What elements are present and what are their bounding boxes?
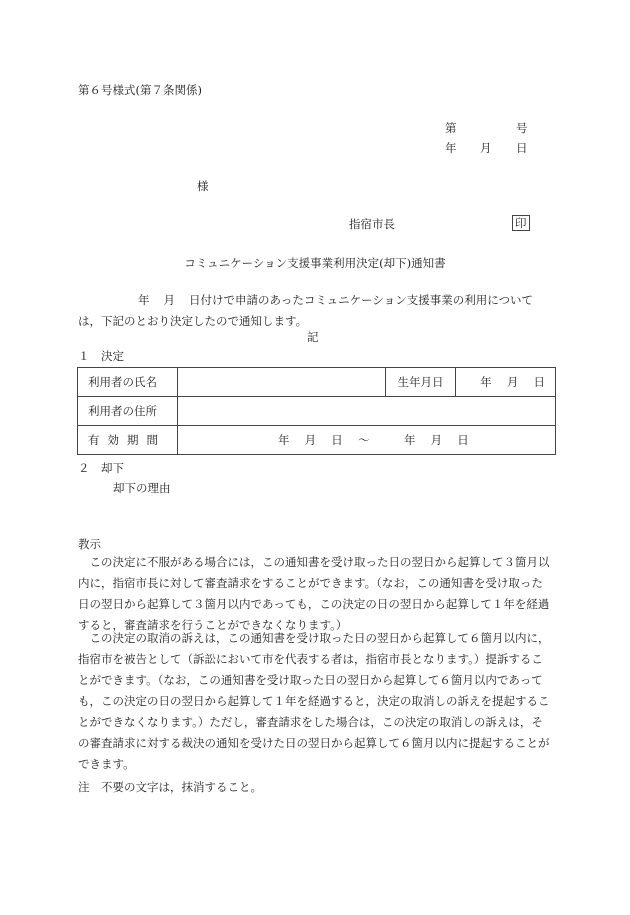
notice-paragraph-2: この決定の取消の訴えは，この通知書を受け取った日の翌日から起算して６箇月以内に，指宿市を被告として（訴訟において市を代表する者は，指宿市長となります。）提訴することができます。（なお，この通知書を受け取った日の翌日から起算して６箇月以内であっても，この決定の日の翌日から起算して１年を経過すると，決定の取消しの訴えを提起することができなくなります。）ただし，審査請求をした場合は，この決定の取消しの訴えは，その審査請求に対する裁決の通知を受けた日の翌日から起算して６箇月以内に提起することができます。 bbox=[78, 631, 550, 771]
name-label: 利用者の氏名 bbox=[78, 368, 178, 397]
table-row-name bbox=[78, 368, 556, 397]
period-value: 年 月 日 ～ 年 月 日 bbox=[178, 426, 556, 455]
issuer-name: 指宿市長 bbox=[349, 217, 395, 231]
table-row-period bbox=[78, 426, 556, 455]
rejection-heading: ２ 却下 bbox=[78, 461, 124, 475]
ki-label: 記 bbox=[307, 330, 319, 344]
footnote: 注 不要の文字は，抹消すること。 bbox=[78, 780, 262, 794]
intro-paragraph bbox=[78, 290, 554, 332]
date-year: 年 bbox=[445, 141, 457, 155]
seal-character: 印 bbox=[512, 215, 530, 231]
notice-heading: 教示 bbox=[78, 537, 101, 551]
intro-year: 年 bbox=[138, 293, 150, 307]
document-number-go: 号 bbox=[516, 121, 528, 135]
period-label: 有効期間 bbox=[78, 426, 178, 455]
form-number: 第６号様式(第７条関係) bbox=[78, 83, 202, 97]
document-number-dai: 第 bbox=[445, 121, 457, 135]
rejection-reason-label: 却下の理由 bbox=[113, 481, 171, 495]
table-row-address bbox=[78, 397, 556, 426]
address-value bbox=[178, 397, 556, 426]
decision-heading: １ 決定 bbox=[78, 349, 124, 363]
birth-value: 年 月 日 bbox=[456, 368, 556, 397]
birth-label: 生年月日 bbox=[386, 368, 456, 397]
intro-month: 月 bbox=[163, 293, 175, 307]
decision-table bbox=[77, 367, 556, 455]
addressee-sama: 様 bbox=[197, 179, 209, 193]
seal-mark bbox=[512, 215, 530, 231]
address-label: 利用者の住所 bbox=[78, 397, 178, 426]
date-month: 月 bbox=[480, 141, 492, 155]
name-value bbox=[178, 368, 386, 397]
document-title: コミュニケーション支援事業利用決定(却下)通知書 bbox=[184, 256, 446, 270]
notice-paragraph-1: この決定に不服がある場合には，この通知書を受け取った日の翌日から起算して３箇月以内に，指宿市長に対して審査請求をすることができます。（なお，この通知書を受け取った日の翌日から起算して３箇月以内であっても，この決定の日の翌日から起算して１年を経過すると，審査請求を行うことができなくなります。） bbox=[78, 555, 550, 632]
date-day: 日 bbox=[516, 141, 528, 155]
intro-text: 日付けで申請のあったコミュニケーション支援事業の利用については，下記のとおり決定したので通知します。 bbox=[78, 293, 533, 328]
